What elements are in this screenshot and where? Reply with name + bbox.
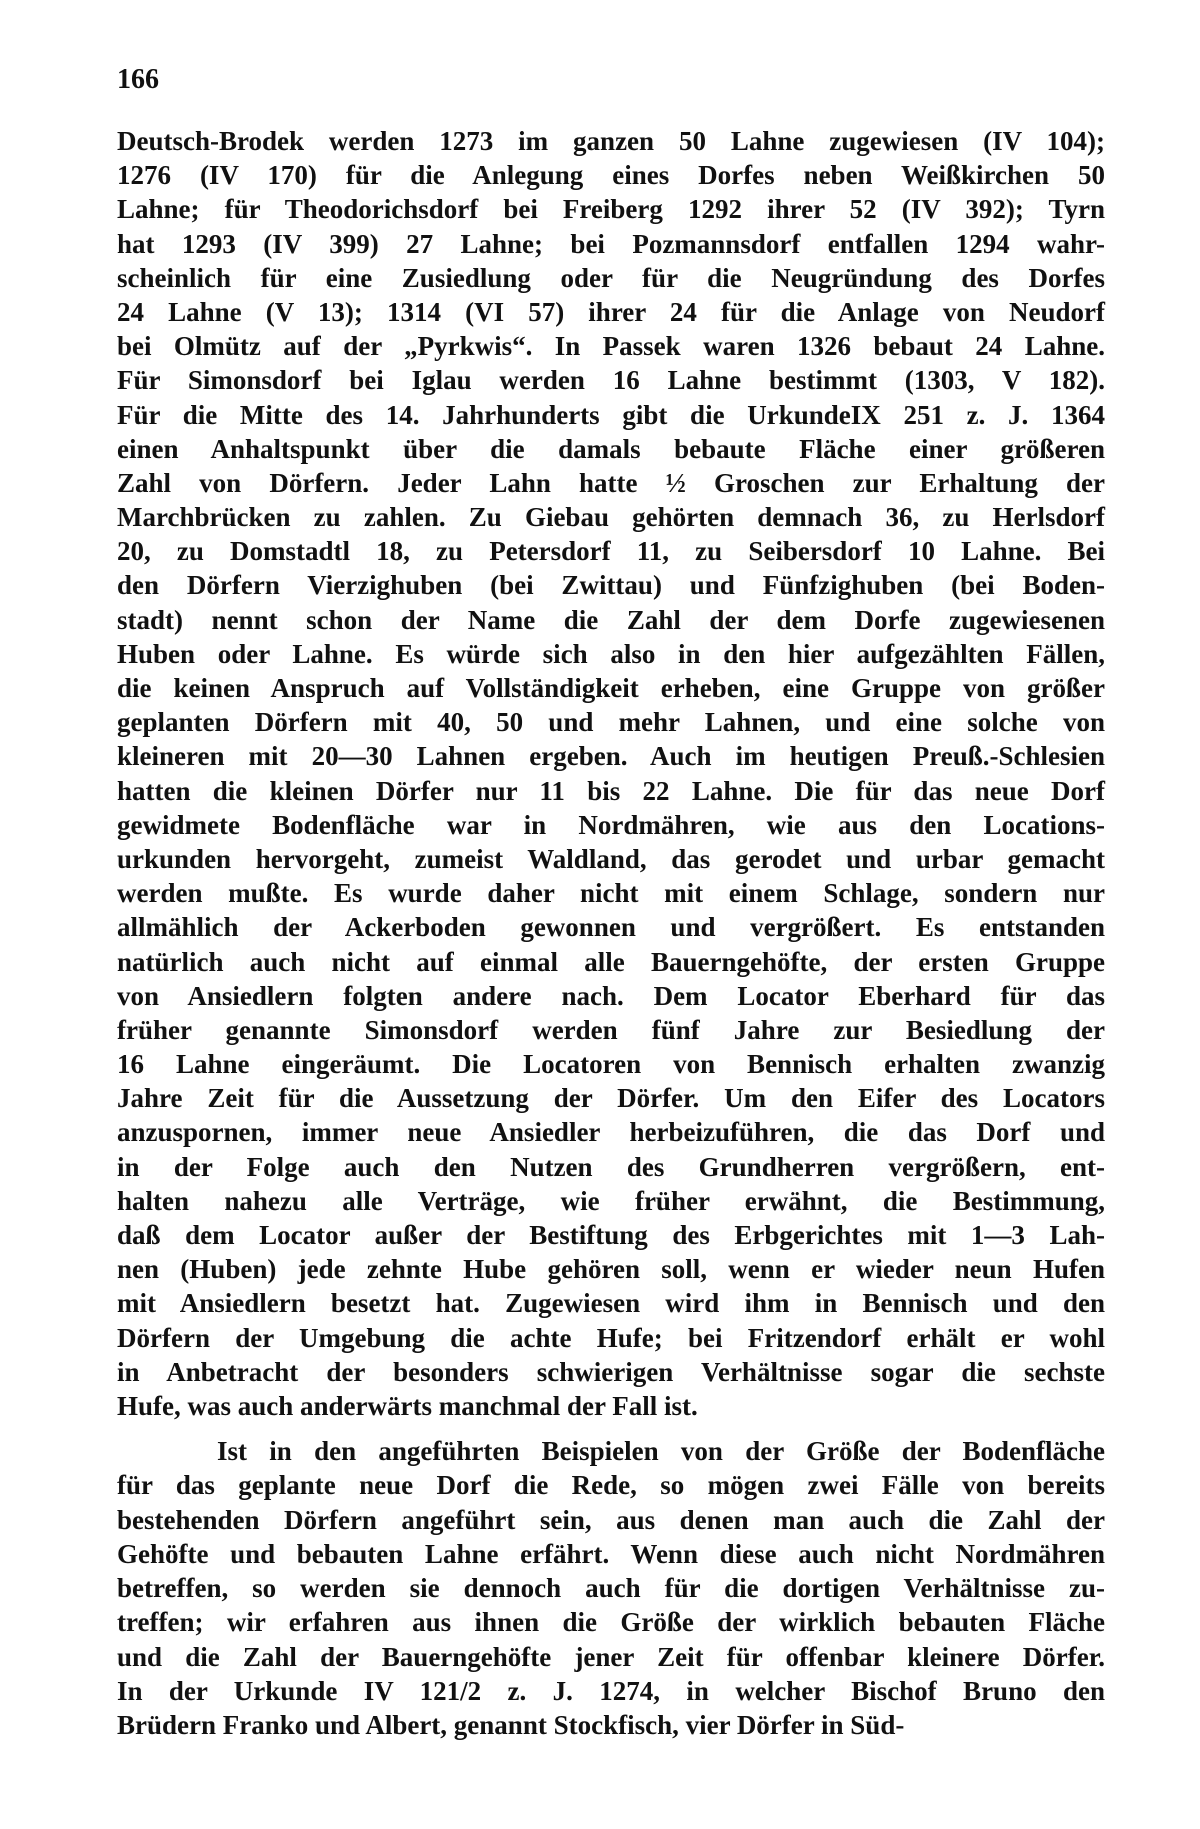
text-line: Huben oder Lahne. Es würde sich also in den hier aufgezählten Fällen, — [117, 638, 1105, 669]
text-line: kleineren mit 20—30 Lahnen ergeben. Auch im heutigen Preuß.-Schlesien — [117, 741, 1105, 772]
text-line: die keinen Anspruch auf Vollständigkeit erheben, eine Gruppe von größer — [117, 673, 1105, 703]
text-line: gewidmete Bodenfläche war in Nordmähren, wie aus den Locations- — [117, 809, 1105, 840]
text-line: Marchbrücken zu zahlen. Zu Giebau gehörten demnach 36, zu Herlsdorf — [117, 502, 1105, 533]
text-line: von Ansiedlern folgten andere nach. Dem Locator Eberhard für das — [117, 980, 1105, 1011]
text-line: und die Zahl der Bauerngehöfte jener Zeit für offenbar kleinere Dörfer. — [117, 1641, 1105, 1672]
text-line: Lahne; für Theodorichsdorf bei Freiberg 1292 ihrer 52 (IV 392); Tyrn — [117, 194, 1105, 225]
text-line: nen (Huben) jede zehnte Hube gehören soll, wenn er wieder neun Hufen — [117, 1254, 1105, 1285]
text-line: hat 1293 (IV 399) 27 Lahne; bei Pozmannsdorf entfallen 1294 wahr- — [117, 228, 1105, 259]
text-line: 20, zu Domstadtl 18, zu Petersdorf 11, zu Seibersdorf 10 Lahne. Bei — [117, 536, 1105, 567]
text-line: einen Anhaltspunkt über die damals bebaute Fläche einer größeren — [117, 433, 1105, 464]
text-line: Für die Mitte des 14. Jahrhunderts gibt die UrkundeIX 251 z. J. 1364 — [117, 399, 1105, 430]
text-line: 1276 (IV 170) für die Anlegung eines Dorfes neben Weißkirchen 50 — [117, 160, 1105, 191]
text-line: hatten die kleinen Dörfer nur 11 bis 22 Lahne. Die für das neue Dorf — [117, 775, 1105, 806]
text-line: daß dem Locator außer der Bestiftung des Erbgerichtes mit 1—3 Lah- — [117, 1220, 1105, 1250]
text-line: Zahl von Dörfern. Jeder Lahn hatte ½ Groschen zur Erhaltung der — [117, 467, 1105, 498]
text-line: Für Simonsdorf bei Iglau werden 16 Lahne bestimmt (1303, V 182). — [117, 365, 1105, 396]
text-line: Gehöfte und bebauten Lahne erfährt. Wenn diese auch nicht Nordmähren — [117, 1538, 1105, 1569]
text-line: Dörfern der Umgebung die achte Hufe; bei Fritzendorf erhält er wohl — [117, 1322, 1105, 1353]
text-line: 24 Lahne (V 13); 1314 (VI 57) ihrer 24 für die Anlage von Neudorf — [117, 296, 1105, 327]
text-line: Brüdern Franko und Albert, genannt Stockfisch, vier Dörfer in Süd- — [117, 1710, 905, 1741]
text-line: urkunden hervorgeht, zumeist Waldland, das gerodet und urbar gemacht — [117, 843, 1105, 874]
text-line: mit Ansiedlern besetzt hat. Zugewiesen wird ihm in Bennisch und den — [117, 1288, 1105, 1319]
text-line: Hufe, was auch anderwärts manchmal der Fall ist. — [117, 1390, 698, 1421]
text-line: in der Folge auch den Nutzen des Grundherren vergrößern, ent- — [117, 1151, 1105, 1182]
page-number: 166 — [117, 64, 159, 95]
text-line: stadt) nennt schon der Name die Zahl der dem Dorfe zugewiesenen — [117, 604, 1105, 635]
text-line: früher genannte Simonsdorf werden fünf Jahre zur Besiedlung der — [117, 1014, 1105, 1045]
text-line: in Anbetracht der besonders schwierigen Verhältnisse sogar die sechste — [117, 1356, 1105, 1387]
text-line: den Dörfern Vierzighuben (bei Zwittau) und Fünfzighuben (bei Boden- — [117, 570, 1105, 601]
text-line: halten nahezu alle Verträge, wie früher erwähnt, die Bestimmung, — [117, 1185, 1105, 1216]
text-line: werden mußte. Es wurde daher nicht mit einem Schlage, sondern nur — [117, 878, 1105, 909]
text-line: treffen; wir erfahren aus ihnen die Größe der wirklich bebauten Fläche — [117, 1607, 1105, 1638]
text-line: anzuspornen, immer neue Ansiedler herbeizuführen, die das Dorf und — [117, 1117, 1105, 1148]
text-line: Jahre Zeit für die Aussetzung der Dörfer. Um den Eifer des Locators — [117, 1083, 1105, 1114]
text-line: geplanten Dörfern mit 40, 50 und mehr Lahnen, und eine solche von — [117, 707, 1105, 738]
paragraph-2 — [117, 1434, 1105, 1743]
text-line: bestehenden Dörfern angeführt sein, aus denen man auch die Zahl der — [117, 1504, 1105, 1535]
text-line: In der Urkunde IV 121/2 z. J. 1274, in welcher Bischof Bruno den — [117, 1676, 1105, 1707]
text-line: 16 Lahne eingeräumt. Die Locatoren von Bennisch erhalten zwanzig — [117, 1049, 1105, 1080]
text-line: natürlich auch nicht auf einmal alle Bauerngehöfte, der ersten Gruppe — [117, 946, 1105, 977]
text-line: scheinlich für eine Zusiedlung oder für die Neugründung des Dorfes — [117, 262, 1105, 293]
text-line: allmählich der Ackerboden gewonnen und vergrößert. Es entstanden — [117, 912, 1105, 943]
text-line: für das geplante neue Dorf die Rede, so mögen zwei Fälle von bereits — [117, 1470, 1105, 1501]
text-line: bei Olmütz auf der „Pyrkwis“. In Passek waren 1326 bebaut 24 Lahne. — [117, 331, 1105, 362]
text-line: betreffen, so werden sie dennoch auch für die dortigen Verhältnisse zu- — [117, 1573, 1105, 1604]
text-line: Ist in den angeführten Beispielen von der Größe der Bodenfläche — [217, 1436, 1105, 1466]
text-line: Deutsch-Brodek werden 1273 im ganzen 50 Lahne zugewiesen (IV 104); — [117, 126, 1105, 156]
paragraph-1 — [117, 124, 1105, 1423]
